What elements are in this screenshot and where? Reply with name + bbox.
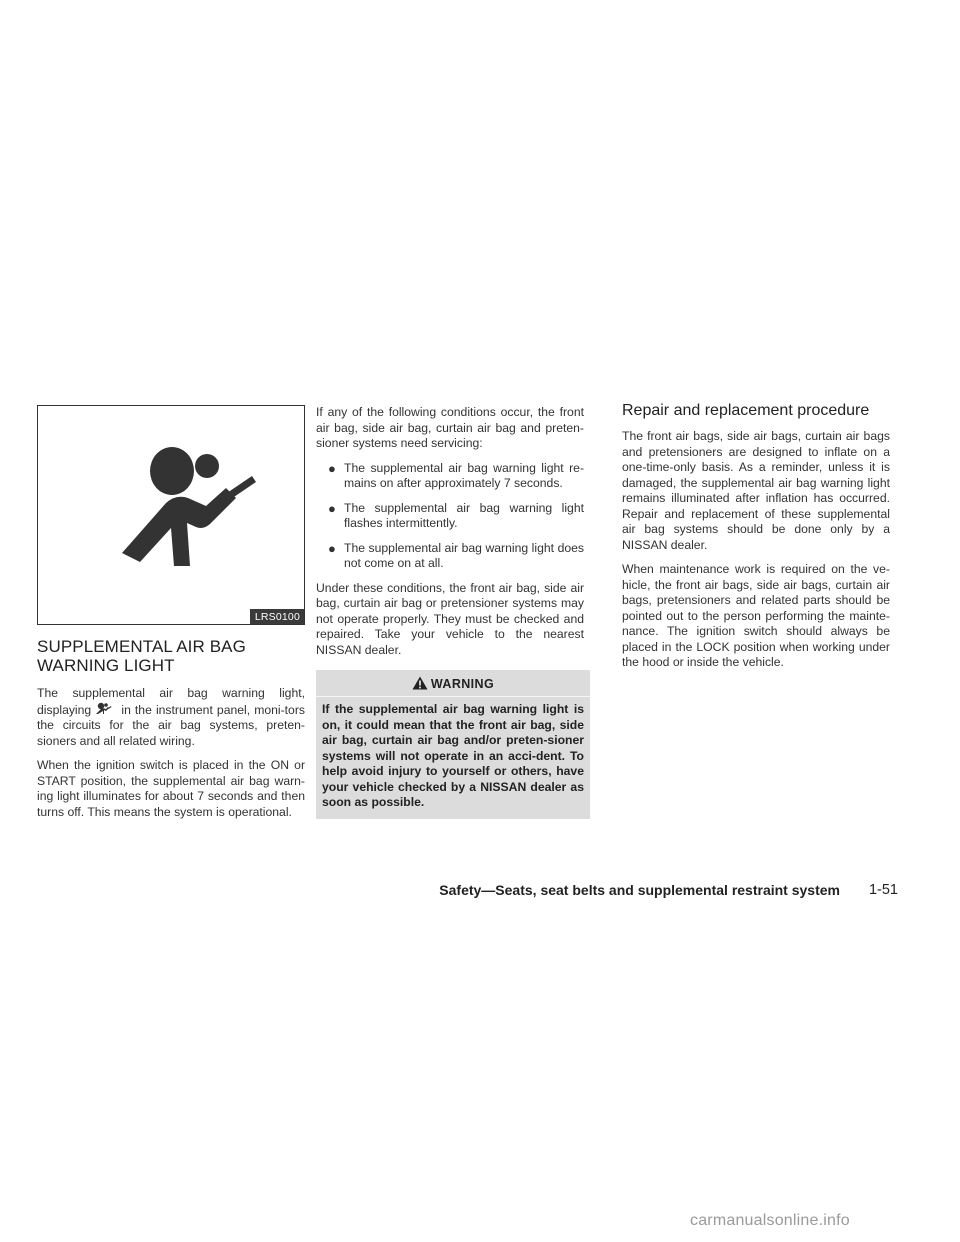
column-middle [316,405,584,819]
heading-line-1: SUPPLEMENTAL AIR BAG [37,637,246,656]
paragraph-ignition: When the ignition switch is placed in the ON or START position, the supplemental air bag warn-ing light illuminates for about 7 seconds and then turns off. This means the system is operational. [37,758,305,819]
paragraph-maintenance: When maintenance work is required on the ve-hicle, the front air bags, side air bags, curtain air bags, pretensioners and related parts should be pointed out to the person performing the mainte-nance. The ignition switch should always be placed in the LOCK position when working under the hood or inside the vehicle. [622,562,890,669]
list-item-text: The supplemental air bag warning light does not come on at all. [344,540,584,570]
bullet-icon: ● [328,500,336,516]
paragraph-repair: The front air bags, side air bags, curtain air bags and pretensioners are designed to inflate on a one-time-only basis. As a reminder, unless it is damaged, the supplemental air bag warning light remains illuminated after inflation has occurred. Repair and replacement of these supplemental air bag systems should be done only by a NISSAN dealer. [622,429,890,552]
airbag-figure [37,405,305,625]
list-item [316,541,584,572]
page-number: 1-51 [868,882,898,898]
warning-text: If the supplemental air bag warning light is on, it could mean that the front air bag, side air bag, curtain air bag and/or preten-sioner systems will not operate in an acci-dent. To help avoid injury to yourself or others, have your vehicle checked by a NISSAN dealer as soon as possible. [322,702,584,809]
list-item-text: The supplemental air bag warning light re-mains on after approximately 7 seconds. [344,460,584,490]
warning-triangle-icon [412,676,428,690]
warning-box [316,670,590,819]
inline-airbag-icon [95,702,117,715]
bullet-icon: ● [328,540,336,556]
column-left [37,405,305,829]
repair-heading: Repair and replacement procedure [622,402,870,419]
conditions-list [316,461,584,572]
footer-section-title: Safety—Seats, seat belts and supplemental restraint system [439,882,840,898]
conditions-intro: If any of the following conditions occur, the front air bag, side air bag, curtain air bag and preten-sioner systems need servicing: [316,405,584,450]
page-footer [424,882,898,904]
warning-label: WARNING [430,677,495,691]
list-item [316,461,584,492]
heading-line-2: WARNING LIGHT [37,656,175,675]
airbag-warning-icon [38,406,304,624]
figure-label: LRS0100 [250,609,304,624]
paragraph-text-after-icon: in the instrument panel, moni-tors the circuits for the air bag systems, preten-sioners and all related wiring. [37,702,305,748]
watermark: carmanualsonline.info [690,1212,850,1229]
list-item [316,501,584,532]
section-heading [37,637,305,675]
paragraph-intro [37,686,305,749]
bullet-icon: ● [328,460,336,476]
paragraph-conditions: Under these conditions, the front air bag, side air bag, curtain air bag or pretensioner systems may not operate properly. They must be checked and repaired. Take your vehicle to the nearest NISSAN dealer. [316,580,584,657]
column-right [622,402,890,680]
list-item-text: The supplemental air bag warning light flashes intermittently. [344,500,584,530]
warning-header [316,670,590,697]
paragraph-text-before-icon: The supplemental air bag warning light, displaying [37,686,305,717]
